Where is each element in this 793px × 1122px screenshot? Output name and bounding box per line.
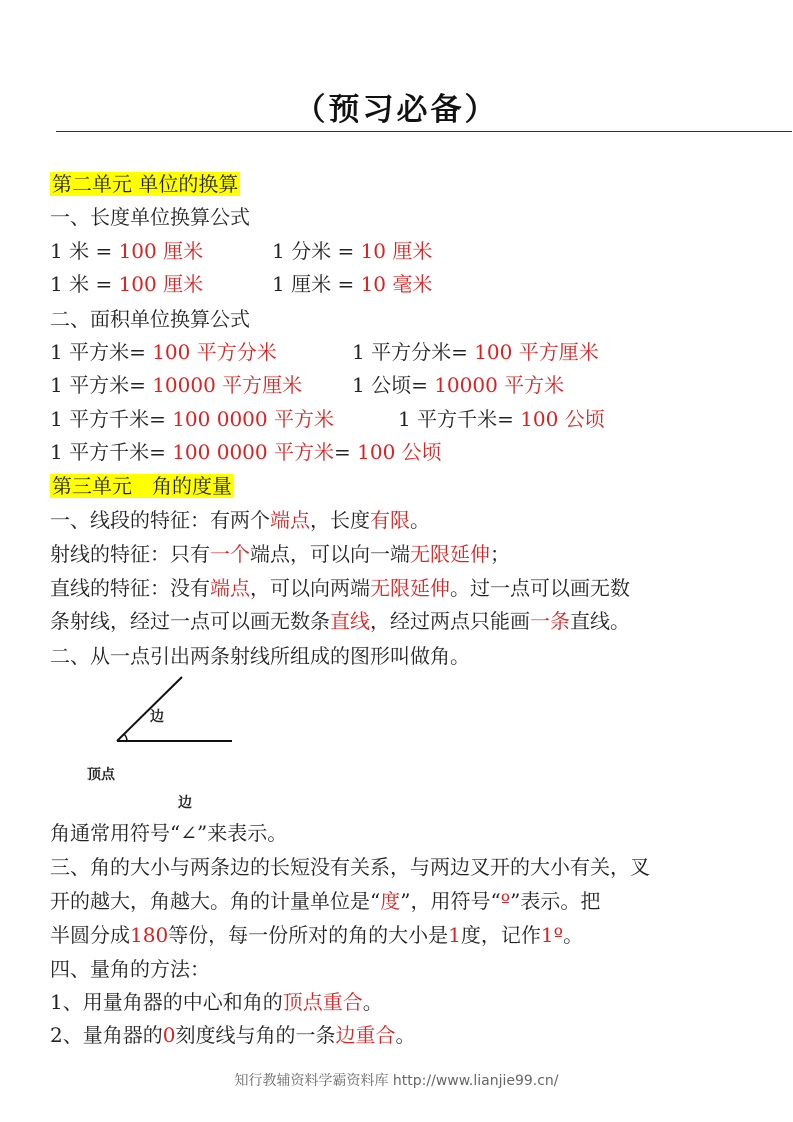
angle-definition: 二、从一点引出两条射线所组成的图形叫做角。 (50, 644, 470, 668)
vertex-label: 顶点 (87, 767, 115, 783)
section3-line-1: 三、角的大小与两条边的长短没有关系，与两边叉开的大小有关，叉 (50, 855, 650, 879)
angle-diagram (60, 672, 310, 812)
edge-label-bottom: 边 (178, 795, 192, 811)
angle-figure (60, 672, 310, 812)
page-title: （预习必备） (294, 92, 499, 128)
area-heading: 二、面积单位换算公式 (50, 307, 250, 331)
angle-arc (124, 734, 127, 741)
length-heading: 一、长度单位换算公式 (50, 205, 250, 229)
measure-step-1: 1、用量角器的中心和角的顶点重合。 (50, 990, 383, 1014)
section3-line-3: 半圆分成180等份，每一份所对的角的大小是1度，记作1º。 (50, 923, 584, 947)
section3-line-2: 开的越大，角越大。角的计量单位是“度”，用符号“º”表示。把 (50, 889, 601, 913)
footer-watermark: 知行教辅资料学霸资料库 http://www.lianjie99.cn/ (234, 1073, 559, 1089)
title-divider (56, 131, 792, 132)
area-row-4: 1 平方千米= 100 0000 平方米= 100 公顷 (50, 440, 442, 464)
segment-feature: 一、线段的特征：有两个端点，长度有限。 (50, 508, 430, 532)
ray-feature: 射线的特征：只有一个端点，可以向一端无限延伸； (50, 542, 510, 566)
measure-step-2: 2、量角器的0刻度线与角的一条边重合。 (50, 1023, 416, 1047)
section4-heading: 四、量角的方法： (50, 957, 210, 981)
edge-label-top: 边 (150, 709, 164, 725)
line-feature-1: 直线的特征：没有端点，可以向两端无限延伸。过一点可以画无数 (50, 576, 630, 600)
unit2-heading: 第二单元 单位的换算 (52, 172, 239, 196)
unit3-heading: 第三单元 角的度量 (52, 474, 232, 498)
line-feature-2: 条射线，经过一点可以画无数条直线，经过两点只能画一条直线。 (50, 609, 630, 633)
angle-symbol: 角通常用符号“∠”来表示。 (50, 821, 288, 845)
